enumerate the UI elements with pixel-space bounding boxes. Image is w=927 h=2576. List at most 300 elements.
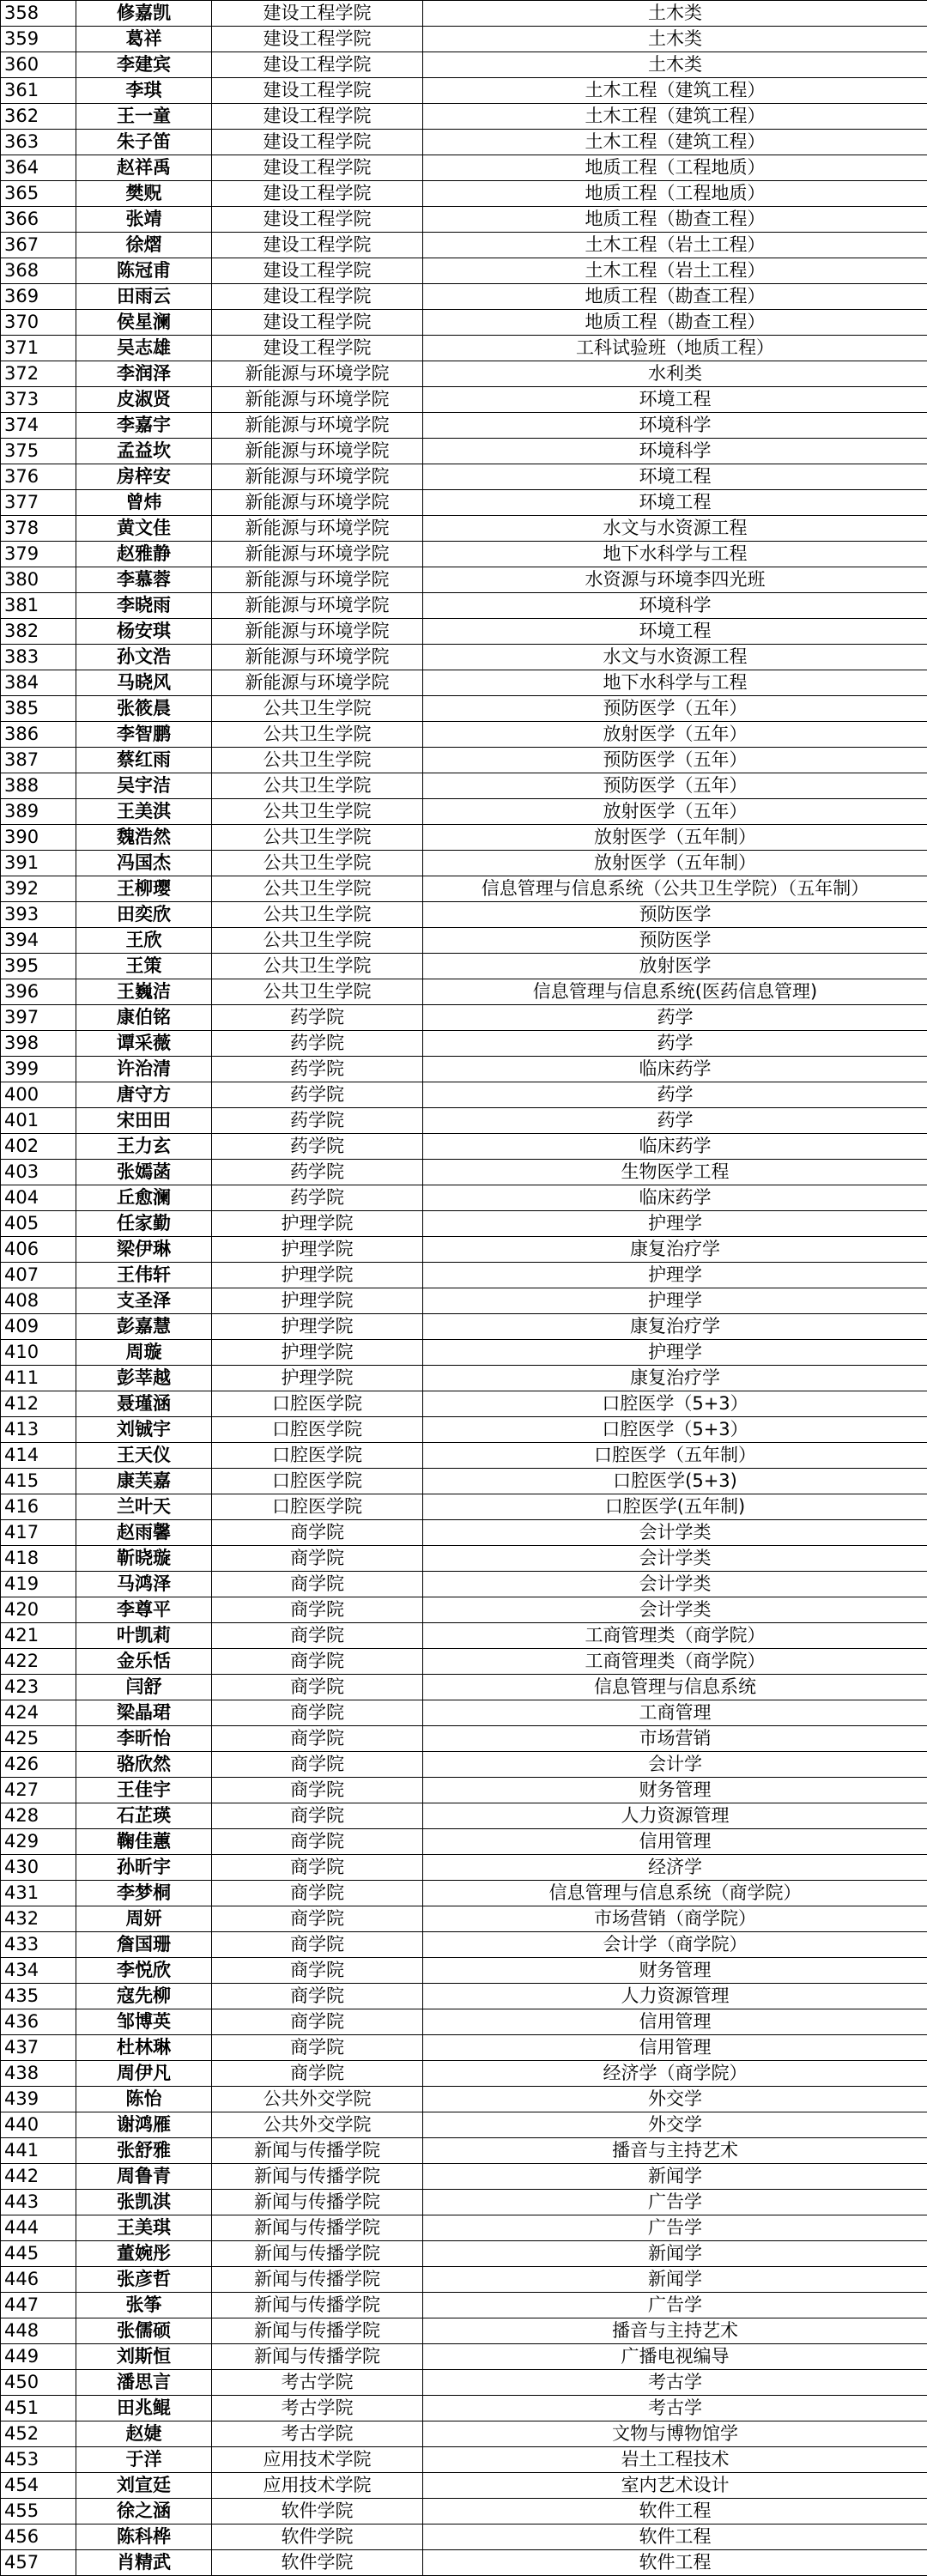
student-name: 石芷瑛 xyxy=(76,1803,212,1829)
major-name: 康复治疗学 xyxy=(423,1314,927,1340)
major-name: 地质工程（勘查工程） xyxy=(423,284,927,310)
student-name: 任家勤 xyxy=(76,1211,212,1237)
row-number: 454 xyxy=(1,2473,76,2499)
table-row xyxy=(1,876,927,902)
student-name: 兰叶天 xyxy=(76,1494,212,1520)
student-name: 王佳宇 xyxy=(76,1778,212,1803)
major-name: 口腔医学（5+3） xyxy=(423,1417,927,1443)
major-name: 信息管理与信息系统（商学院） xyxy=(423,1881,927,1906)
college-name: 建设工程学院 xyxy=(212,181,423,207)
row-number: 360 xyxy=(1,52,76,78)
table-row xyxy=(1,645,927,670)
row-number: 457 xyxy=(1,2550,76,2576)
college-name: 商学院 xyxy=(212,1726,423,1752)
major-name: 环境工程 xyxy=(423,387,927,413)
college-name: 商学院 xyxy=(212,1597,423,1623)
college-name: 新闻与传播学院 xyxy=(212,2138,423,2164)
college-name: 商学院 xyxy=(212,1984,423,2009)
row-number: 448 xyxy=(1,2318,76,2344)
major-name: 药学 xyxy=(423,1005,927,1031)
table-row xyxy=(1,670,927,696)
college-name: 药学院 xyxy=(212,1134,423,1160)
college-name: 公共卫生学院 xyxy=(212,954,423,979)
row-number: 395 xyxy=(1,954,76,979)
major-name: 软件工程 xyxy=(423,2524,927,2550)
college-name: 新能源与环境学院 xyxy=(212,567,423,593)
table-row xyxy=(1,1211,927,1237)
student-name: 刘宣廷 xyxy=(76,2473,212,2499)
table-row xyxy=(1,1,927,27)
college-name: 建设工程学院 xyxy=(212,310,423,336)
row-number: 436 xyxy=(1,2009,76,2035)
college-name: 护理学院 xyxy=(212,1366,423,1391)
college-name: 商学院 xyxy=(212,1906,423,1932)
college-name: 新闻与传播学院 xyxy=(212,2215,423,2241)
table-row xyxy=(1,1288,927,1314)
college-name: 商学院 xyxy=(212,1700,423,1726)
row-number: 449 xyxy=(1,2344,76,2370)
college-name: 公共卫生学院 xyxy=(212,825,423,851)
major-name: 考古学 xyxy=(423,2370,927,2396)
row-number: 367 xyxy=(1,233,76,258)
table-row xyxy=(1,310,927,336)
row-number: 440 xyxy=(1,2112,76,2138)
student-name: 闫舒 xyxy=(76,1675,212,1700)
row-number: 418 xyxy=(1,1546,76,1572)
row-number: 420 xyxy=(1,1597,76,1623)
row-number: 445 xyxy=(1,2241,76,2267)
row-number: 408 xyxy=(1,1288,76,1314)
row-number: 401 xyxy=(1,1108,76,1134)
major-name: 播音与主持艺术 xyxy=(423,2318,927,2344)
student-name: 支圣泽 xyxy=(76,1288,212,1314)
table-row xyxy=(1,104,927,130)
table-row xyxy=(1,593,927,619)
student-name: 彭嘉慧 xyxy=(76,1314,212,1340)
major-name: 临床药学 xyxy=(423,1134,927,1160)
table-row xyxy=(1,1494,927,1520)
row-number: 412 xyxy=(1,1391,76,1417)
college-name: 商学院 xyxy=(212,2061,423,2087)
table-row xyxy=(1,2344,927,2370)
major-name: 人力资源管理 xyxy=(423,1984,927,2009)
row-number: 373 xyxy=(1,387,76,413)
major-name: 土木工程（建筑工程） xyxy=(423,130,927,155)
table-row xyxy=(1,2396,927,2421)
student-name: 杨安琪 xyxy=(76,619,212,645)
major-name: 土木工程（建筑工程） xyxy=(423,104,927,130)
table-row xyxy=(1,2164,927,2190)
table-row xyxy=(1,2550,927,2576)
row-number: 394 xyxy=(1,928,76,954)
student-name: 李智鹏 xyxy=(76,722,212,748)
row-number: 391 xyxy=(1,851,76,876)
table-row xyxy=(1,1160,927,1185)
student-name: 王柳璎 xyxy=(76,876,212,902)
college-name: 建设工程学院 xyxy=(212,207,423,233)
college-name: 新能源与环境学院 xyxy=(212,670,423,696)
table-row xyxy=(1,207,927,233)
college-name: 公共外交学院 xyxy=(212,2087,423,2112)
major-name: 会计学类 xyxy=(423,1572,927,1597)
college-name: 商学院 xyxy=(212,2009,423,2035)
row-number: 419 xyxy=(1,1572,76,1597)
row-number: 361 xyxy=(1,78,76,104)
student-name: 朱子笛 xyxy=(76,130,212,155)
row-number: 430 xyxy=(1,1855,76,1881)
student-name: 赵祥禹 xyxy=(76,155,212,181)
major-name: 会计学（商学院） xyxy=(423,1932,927,1958)
student-name: 孙文浩 xyxy=(76,645,212,670)
college-name: 公共卫生学院 xyxy=(212,928,423,954)
row-number: 405 xyxy=(1,1211,76,1237)
student-name: 葛祥 xyxy=(76,27,212,52)
table-row xyxy=(1,928,927,954)
table-row xyxy=(1,2087,927,2112)
major-name: 工商管理类（商学院） xyxy=(423,1649,927,1675)
table-row xyxy=(1,979,927,1005)
student-name: 许治清 xyxy=(76,1057,212,1082)
table-row xyxy=(1,2190,927,2215)
college-name: 新能源与环境学院 xyxy=(212,387,423,413)
student-name: 田奕欣 xyxy=(76,902,212,928)
college-name: 新能源与环境学院 xyxy=(212,542,423,567)
table-row xyxy=(1,1778,927,1803)
student-name: 王美琪 xyxy=(76,2215,212,2241)
major-name: 放射医学（五年制） xyxy=(423,825,927,851)
student-name: 张舒雅 xyxy=(76,2138,212,2164)
row-number: 383 xyxy=(1,645,76,670)
student-name: 于洋 xyxy=(76,2447,212,2473)
table-row xyxy=(1,130,927,155)
student-name: 蔡红雨 xyxy=(76,748,212,773)
college-name: 建设工程学院 xyxy=(212,336,423,361)
student-name: 樊贶 xyxy=(76,181,212,207)
table-row xyxy=(1,2009,927,2035)
college-name: 建设工程学院 xyxy=(212,233,423,258)
student-name: 刘斯恒 xyxy=(76,2344,212,2370)
student-name: 谭采薇 xyxy=(76,1031,212,1057)
student-name: 侯星澜 xyxy=(76,310,212,336)
row-number: 414 xyxy=(1,1443,76,1469)
table-row xyxy=(1,1134,927,1160)
student-name: 王力玄 xyxy=(76,1134,212,1160)
college-name: 公共卫生学院 xyxy=(212,722,423,748)
row-number: 450 xyxy=(1,2370,76,2396)
table-row xyxy=(1,2112,927,2138)
student-name: 彭莘越 xyxy=(76,1366,212,1391)
major-name: 水文与水资源工程 xyxy=(423,516,927,542)
table-row xyxy=(1,1366,927,1391)
college-name: 新能源与环境学院 xyxy=(212,464,423,490)
row-number: 378 xyxy=(1,516,76,542)
major-name: 预防医学（五年） xyxy=(423,696,927,722)
major-name: 放射医学（五年制） xyxy=(423,851,927,876)
student-name: 孟益坎 xyxy=(76,439,212,464)
major-name: 财务管理 xyxy=(423,1778,927,1803)
row-number: 379 xyxy=(1,542,76,567)
table-row xyxy=(1,1675,927,1700)
college-name: 药学院 xyxy=(212,1005,423,1031)
row-number: 371 xyxy=(1,336,76,361)
table-row xyxy=(1,52,927,78)
major-name: 土木工程（建筑工程） xyxy=(423,78,927,104)
table-row xyxy=(1,2293,927,2318)
major-name: 地下水科学与工程 xyxy=(423,670,927,696)
table-row xyxy=(1,1314,927,1340)
student-name: 修嘉凯 xyxy=(76,1,212,27)
major-name: 广告学 xyxy=(423,2293,927,2318)
major-name: 工商管理 xyxy=(423,1700,927,1726)
table-row xyxy=(1,1932,927,1958)
college-name: 药学院 xyxy=(212,1031,423,1057)
major-name: 放射医学 xyxy=(423,954,927,979)
row-number: 438 xyxy=(1,2061,76,2087)
major-name: 预防医学 xyxy=(423,902,927,928)
row-number: 393 xyxy=(1,902,76,928)
major-name: 新闻学 xyxy=(423,2164,927,2190)
major-name: 环境工程 xyxy=(423,464,927,490)
major-name: 环境科学 xyxy=(423,413,927,439)
table-row xyxy=(1,2473,927,2499)
student-name: 靳晓璇 xyxy=(76,1546,212,1572)
row-number: 362 xyxy=(1,104,76,130)
college-name: 口腔医学院 xyxy=(212,1391,423,1417)
student-name: 田雨云 xyxy=(76,284,212,310)
college-name: 药学院 xyxy=(212,1185,423,1211)
row-number: 456 xyxy=(1,2524,76,2550)
college-name: 软件学院 xyxy=(212,2499,423,2524)
major-name: 生物医学工程 xyxy=(423,1160,927,1185)
row-number: 441 xyxy=(1,2138,76,2164)
college-name: 护理学院 xyxy=(212,1263,423,1288)
table-row xyxy=(1,1855,927,1881)
college-name: 新闻与传播学院 xyxy=(212,2267,423,2293)
row-number: 397 xyxy=(1,1005,76,1031)
major-name: 土木类 xyxy=(423,52,927,78)
table-row xyxy=(1,361,927,387)
student-name: 李晓雨 xyxy=(76,593,212,619)
college-name: 公共卫生学院 xyxy=(212,876,423,902)
student-name: 宋田田 xyxy=(76,1108,212,1134)
major-name: 土木类 xyxy=(423,1,927,27)
row-number: 392 xyxy=(1,876,76,902)
college-name: 建设工程学院 xyxy=(212,52,423,78)
table-row xyxy=(1,78,927,104)
college-name: 护理学院 xyxy=(212,1340,423,1366)
major-name: 水文与水资源工程 xyxy=(423,645,927,670)
table-row xyxy=(1,1546,927,1572)
row-number: 423 xyxy=(1,1675,76,1700)
table-row xyxy=(1,2524,927,2550)
college-name: 建设工程学院 xyxy=(212,104,423,130)
table-row xyxy=(1,336,927,361)
row-number: 442 xyxy=(1,2164,76,2190)
student-name: 骆欣然 xyxy=(76,1752,212,1778)
major-name: 药学 xyxy=(423,1108,927,1134)
student-name: 康伯铭 xyxy=(76,1005,212,1031)
college-name: 考古学院 xyxy=(212,2421,423,2447)
row-number: 385 xyxy=(1,696,76,722)
student-name: 房梓安 xyxy=(76,464,212,490)
college-name: 应用技术学院 xyxy=(212,2473,423,2499)
table-row xyxy=(1,1984,927,2009)
major-name: 预防医学 xyxy=(423,928,927,954)
row-number: 384 xyxy=(1,670,76,696)
major-name: 土木工程（岩土工程） xyxy=(423,233,927,258)
table-row xyxy=(1,1057,927,1082)
major-name: 口腔医学(五年制) xyxy=(423,1494,927,1520)
major-name: 信用管理 xyxy=(423,1829,927,1855)
row-number: 451 xyxy=(1,2396,76,2421)
row-number: 443 xyxy=(1,2190,76,2215)
student-name: 张儒硕 xyxy=(76,2318,212,2344)
college-name: 考古学院 xyxy=(212,2396,423,2421)
row-number: 452 xyxy=(1,2421,76,2447)
student-name: 张筱晨 xyxy=(76,696,212,722)
major-name: 康复治疗学 xyxy=(423,1237,927,1263)
major-name: 口腔医学(5+3) xyxy=(423,1469,927,1494)
table-row xyxy=(1,825,927,851)
major-name: 信息管理与信息系统 xyxy=(423,1675,927,1700)
major-name: 外交学 xyxy=(423,2112,927,2138)
student-name: 张凯淇 xyxy=(76,2190,212,2215)
table-row xyxy=(1,1958,927,1984)
row-number: 370 xyxy=(1,310,76,336)
row-number: 366 xyxy=(1,207,76,233)
table-row xyxy=(1,773,927,799)
student-name: 李润泽 xyxy=(76,361,212,387)
major-name: 新闻学 xyxy=(423,2241,927,2267)
major-name: 广告学 xyxy=(423,2190,927,2215)
row-number: 363 xyxy=(1,130,76,155)
major-name: 会计学类 xyxy=(423,1597,927,1623)
table-row xyxy=(1,1623,927,1649)
table-row xyxy=(1,464,927,490)
student-name: 王伟轩 xyxy=(76,1263,212,1288)
major-name: 软件工程 xyxy=(423,2499,927,2524)
major-name: 市场营销（商学院） xyxy=(423,1906,927,1932)
major-name: 会计学类 xyxy=(423,1520,927,1546)
table-row xyxy=(1,1263,927,1288)
row-number: 446 xyxy=(1,2267,76,2293)
major-name: 药学 xyxy=(423,1082,927,1108)
college-name: 新闻与传播学院 xyxy=(212,2318,423,2344)
student-name: 王天仪 xyxy=(76,1443,212,1469)
college-name: 商学院 xyxy=(212,1958,423,1984)
college-name: 商学院 xyxy=(212,1932,423,1958)
college-name: 商学院 xyxy=(212,1675,423,1700)
student-name: 周妍 xyxy=(76,1906,212,1932)
table-row xyxy=(1,2421,927,2447)
table-row xyxy=(1,1391,927,1417)
major-name: 护理学 xyxy=(423,1263,927,1288)
row-number: 431 xyxy=(1,1881,76,1906)
college-name: 商学院 xyxy=(212,1881,423,1906)
college-name: 商学院 xyxy=(212,2035,423,2061)
college-name: 护理学院 xyxy=(212,1314,423,1340)
major-name: 放射医学（五年） xyxy=(423,722,927,748)
student-name: 周伊凡 xyxy=(76,2061,212,2087)
table-row xyxy=(1,439,927,464)
table-row xyxy=(1,2035,927,2061)
college-name: 新能源与环境学院 xyxy=(212,593,423,619)
table-row xyxy=(1,1108,927,1134)
major-name: 工科试验班（地质工程） xyxy=(423,336,927,361)
college-name: 商学院 xyxy=(212,1572,423,1597)
student-name: 孙昕宇 xyxy=(76,1855,212,1881)
student-name: 王巍洁 xyxy=(76,979,212,1005)
major-name: 软件工程 xyxy=(423,2550,927,2576)
student-name: 赵雅静 xyxy=(76,542,212,567)
college-name: 公共卫生学院 xyxy=(212,773,423,799)
table-row xyxy=(1,2370,927,2396)
table-row xyxy=(1,902,927,928)
major-name: 口腔医学（五年制） xyxy=(423,1443,927,1469)
college-name: 公共卫生学院 xyxy=(212,799,423,825)
student-name: 李建宾 xyxy=(76,52,212,78)
student-name: 詹国珊 xyxy=(76,1932,212,1958)
college-name: 公共外交学院 xyxy=(212,2112,423,2138)
row-number: 374 xyxy=(1,413,76,439)
table-row xyxy=(1,1906,927,1932)
college-name: 软件学院 xyxy=(212,2524,423,2550)
college-name: 公共卫生学院 xyxy=(212,902,423,928)
major-name: 信息管理与信息系统（公共卫生学院）（五年制） xyxy=(423,876,927,902)
row-number: 358 xyxy=(1,1,76,27)
college-name: 建设工程学院 xyxy=(212,258,423,284)
college-name: 商学院 xyxy=(212,1829,423,1855)
college-name: 护理学院 xyxy=(212,1237,423,1263)
table-row xyxy=(1,155,927,181)
row-number: 372 xyxy=(1,361,76,387)
major-name: 外交学 xyxy=(423,2087,927,2112)
student-name: 唐守方 xyxy=(76,1082,212,1108)
table-row xyxy=(1,2499,927,2524)
student-name: 李悦欣 xyxy=(76,1958,212,1984)
row-number: 387 xyxy=(1,748,76,773)
student-name: 曾炜 xyxy=(76,490,212,516)
major-name: 预防医学（五年） xyxy=(423,773,927,799)
college-name: 新能源与环境学院 xyxy=(212,619,423,645)
major-name: 康复治疗学 xyxy=(423,1366,927,1391)
college-name: 新能源与环境学院 xyxy=(212,645,423,670)
table-row xyxy=(1,2447,927,2473)
row-number: 365 xyxy=(1,181,76,207)
major-name: 信用管理 xyxy=(423,2009,927,2035)
college-name: 护理学院 xyxy=(212,1211,423,1237)
row-number: 429 xyxy=(1,1829,76,1855)
college-name: 新能源与环境学院 xyxy=(212,516,423,542)
row-number: 427 xyxy=(1,1778,76,1803)
admission-table-body xyxy=(1,1,927,2576)
row-number: 396 xyxy=(1,979,76,1005)
table-row xyxy=(1,2267,927,2293)
table-row xyxy=(1,181,927,207)
table-row xyxy=(1,1443,927,1469)
college-name: 公共卫生学院 xyxy=(212,851,423,876)
row-number: 359 xyxy=(1,27,76,52)
major-name: 会计学类 xyxy=(423,1546,927,1572)
major-name: 护理学 xyxy=(423,1211,927,1237)
table-row xyxy=(1,799,927,825)
student-name: 丘愈澜 xyxy=(76,1185,212,1211)
row-number: 388 xyxy=(1,773,76,799)
table-row xyxy=(1,258,927,284)
major-name: 口腔医学（5+3） xyxy=(423,1391,927,1417)
student-name: 李昕怡 xyxy=(76,1726,212,1752)
college-name: 商学院 xyxy=(212,1855,423,1881)
